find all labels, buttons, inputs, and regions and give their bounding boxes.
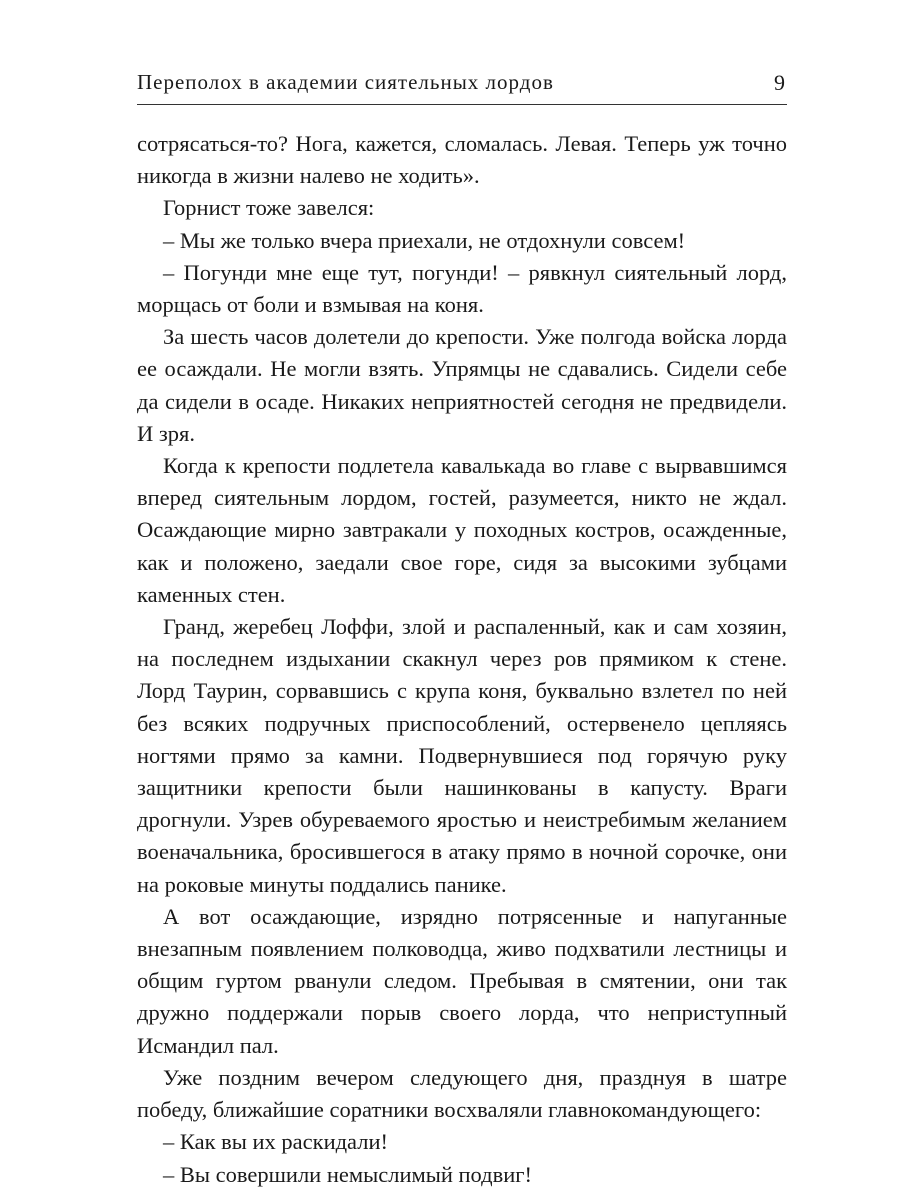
paragraph: – Вы совершили немыслимый подвиг! (163, 1161, 532, 1187)
paragraph: – Мы же только вчера приехали, не отдохнули совсем! (163, 227, 686, 253)
paragraph: Уже поздним вечером следующего дня, празднуя в шатре победу, ближайшие соратники восхваляли главнокомандующего: (137, 1064, 787, 1123)
running-title: Переполох в академии сиятельных лордов (137, 70, 554, 94)
paragraph: – Как вы их раскидали! (163, 1129, 388, 1155)
body-text (137, 128, 787, 1191)
paragraph: сотрясаться-то? Нога, кажется, сломалась. Левая. Теперь уж точно никогда в жизни налево не ходить». (137, 131, 787, 189)
paragraph: Гранд, жеребец Лоффи, злой и распаленный, как и сам хозяин, на последнем издыхании скакнул через ров прямиком к стене. Лорд Таурин, сорвавшись с крупа коня, буквально взлетел по ней без всяких подручных приспособлений, остервенело цепляясь ногтями прямо за камни. Подвернувшиеся под горячую руку защитники крепости были нашинкованы в капусту. Враги дрогнули. Узрев обуреваемого яростью и неистребимым желанием военачальника, бросившегося в атаку прямо в ночной сорочке, они на роковые минуты поддались панике. (137, 614, 787, 897)
paragraph: А вот осаждающие, изрядно потрясенные и напуганные внезапным появлением полководца, живо подхватили лестницы и общим гуртом рванули следом. Пребывая в смятении, они так дружно поддержали порыв своего лорда, что неприступный Исмандил пал. (137, 903, 787, 1058)
paragraph: – Погунди мне еще тут, погунди! – рявкнул сиятельный лорд, морщась от боли и взмывая на коня. (137, 259, 787, 318)
running-header (137, 64, 787, 105)
paragraph: Горнист тоже завелся: (163, 195, 375, 221)
page-number: 9 (774, 70, 785, 95)
paragraph: За шесть часов долетели до крепости. Уже полгода войска лорда ее осаждали. Не могли взять. Упрямцы не сдавались. Сидели себе да сидели в осаде. Никаких неприятностей сегодня не предвидели. И зря. (137, 324, 787, 446)
paragraph: Когда к крепости подлетела кавалькада во главе с вырвавшимся вперед сиятельным лордом, гостей, разумеется, никто не ждал. Осаждающие мирно завтракали у походных костров, осажденные, как и положено, заедали свое горе, сидя за высокими зубцами каменных стен. (137, 453, 787, 607)
